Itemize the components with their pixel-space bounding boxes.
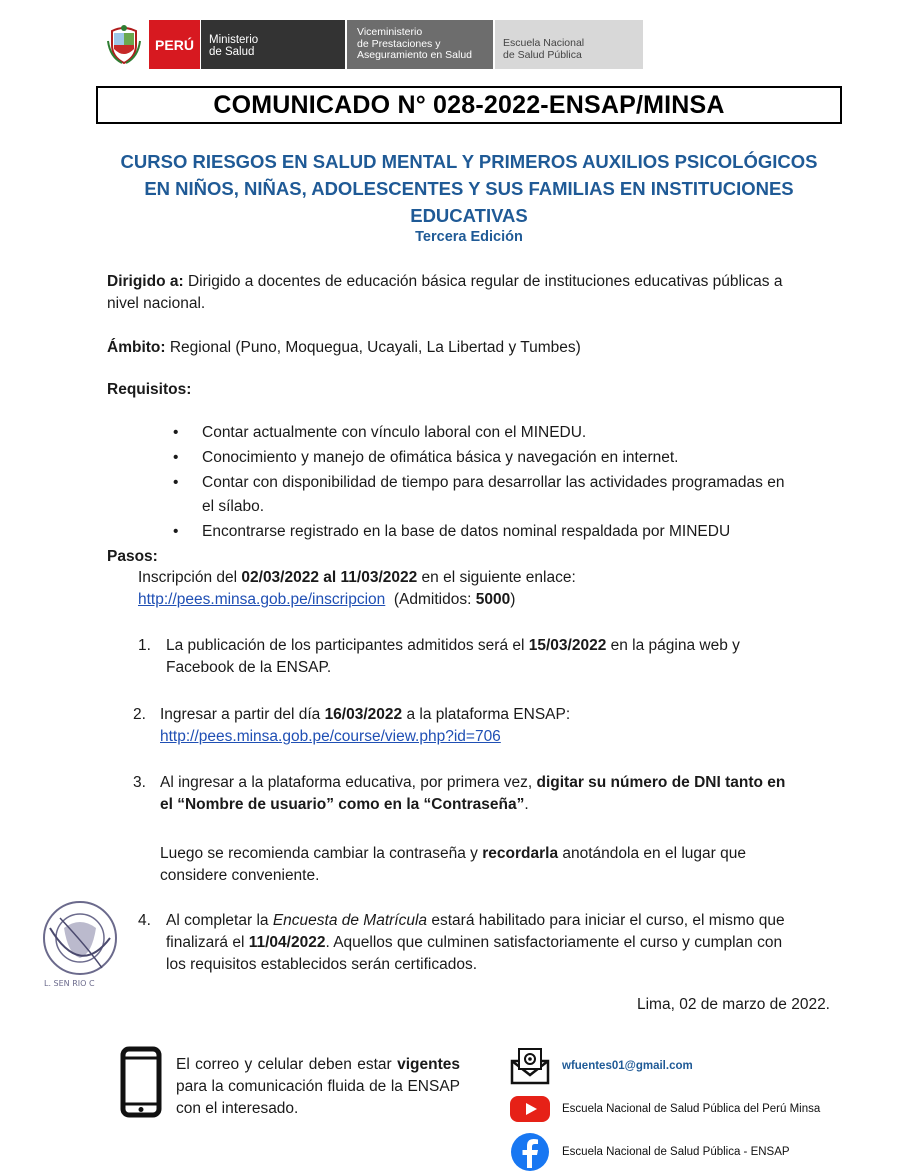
vice-line3: Aseguramiento en Salud — [357, 49, 472, 61]
target-audience-text: Dirigido a docentes de educación básica regular de instituciones educativas públicas a — [183, 273, 783, 290]
steps-label: Pasos: — [107, 548, 158, 565]
course-title-line1: CURSO RIESGOS EN SALUD MENTAL Y PRIMEROS AUXILIOS PSICOLÓGICOS — [120, 151, 818, 172]
step-1-text-line2: Facebook de la ENSAP. — [166, 659, 332, 676]
facebook-contact — [510, 1133, 790, 1171]
requirement-text: Contar actualmente con vínculo laboral con el MINEDU. — [202, 424, 587, 441]
step-2 — [160, 704, 840, 748]
youtube-channel-name[interactable]: Escuela Nacional de Salud Pública del Perú Minsa — [562, 1103, 821, 1115]
mobile-phone-icon — [120, 1046, 162, 1123]
platform-link[interactable]: http://pees.minsa.gob.pe/course/view.php?id=706 — [160, 728, 501, 745]
contact-note-text-post: para la comunicación fluida de la ENSAP con el interesado. — [176, 1078, 460, 1117]
ministry-line2: de Salud — [209, 46, 255, 58]
target-audience-label: Dirigido a: — [107, 273, 184, 290]
step-4-line3: los requisitos establecidos serán certificados. — [166, 956, 478, 973]
email-address[interactable]: wfuentes01@gmail.com — [562, 1060, 693, 1072]
requirement-text-line2: el sílabo. — [202, 498, 265, 515]
registration-dates: 02/03/2022 al 11/03/2022 — [241, 569, 418, 586]
bullet-icon: • — [173, 474, 179, 491]
step-3-note — [160, 843, 850, 887]
scope-label: Ámbito: — [107, 339, 166, 356]
admitted-close: ) — [510, 591, 516, 608]
school-line1: Escuela Nacional — [503, 37, 585, 49]
step-2-text-post: a la plataforma ENSAP: — [402, 706, 571, 723]
email-envelope-icon — [510, 1047, 550, 1085]
requirement-text: Conocimiento y manejo de ofimática básica y navegación en internet. — [202, 449, 679, 466]
step-4-text-post: estará habilitado para iniciar el curso, el mismo que — [427, 912, 785, 929]
step-3-note-bold: recordarla — [482, 845, 559, 862]
vice-ministry-label — [345, 20, 493, 69]
step-4-date: 11/04/2022 — [248, 934, 326, 951]
coat-of-arms-icon — [105, 20, 143, 69]
step-3-note-text: Luego se recomienda cambiar la contraseña y — [160, 845, 483, 862]
vice-line2: de Prestaciones y — [357, 37, 441, 50]
step-1 — [166, 635, 846, 679]
vice-line1: Viceministerio — [357, 26, 423, 38]
admitted-count: 5000 — [475, 591, 511, 608]
step-4-italic: Encuesta de Matrícula — [272, 912, 428, 929]
communique-title-box — [96, 86, 842, 124]
step-number: 2. — [133, 706, 146, 723]
step-4 — [166, 910, 856, 976]
step-3 — [160, 772, 850, 816]
school-label — [493, 20, 643, 69]
requirement-text: Encontrarse registrado en la base de datos nominal respaldada por MINEDU — [202, 523, 731, 540]
facebook-icon — [510, 1133, 550, 1171]
step-4-text: Al completar la — [166, 912, 273, 929]
step-4-line2-post: . Aquellos que culminen satisfactoriamente el curso y cumplan con — [325, 934, 783, 951]
step-number: 3. — [133, 774, 146, 791]
youtube-contact — [510, 1090, 820, 1128]
scope-text: Regional (Puno, Moquegua, Ucayali, La Libertad y Tumbes) — [165, 339, 581, 356]
institutional-header — [105, 20, 643, 69]
registration-info — [138, 567, 576, 611]
official-seal-stamp — [40, 898, 120, 990]
step-3-note-text-post: anotándola en el lugar que — [558, 845, 746, 862]
step-3-bold-line2: el “Nombre de usuario” como en la “Contraseña” — [160, 796, 525, 813]
step-1-text: La publicación de los participantes admitidos será el — [166, 637, 529, 654]
step-3-note-line2: considere conveniente. — [160, 867, 320, 884]
contact-note — [176, 1054, 460, 1120]
course-edition: Tercera Edición — [415, 229, 523, 245]
ministry-label — [200, 20, 345, 69]
step-number: 4. — [138, 912, 151, 929]
step-1-date: 15/03/2022 — [528, 637, 607, 654]
registration-text: Inscripción del — [138, 569, 242, 586]
requirement-item — [173, 471, 842, 519]
peru-label: PERÚ — [149, 20, 200, 69]
signature-date: Lima, 02 de marzo de 2022. — [636, 996, 830, 1013]
step-3-bold: digitar su número de DNI tanto en — [536, 774, 786, 791]
step-4-line2-text: finalizará el — [166, 934, 249, 951]
communique-title: COMUNICADO N° 028-2022-ENSAP/MINSA — [213, 90, 725, 119]
target-audience-text-line2: nivel nacional. — [107, 295, 206, 312]
requirement-item — [173, 446, 679, 470]
course-title-line3: EDUCATIVAS — [410, 205, 528, 226]
steps-heading — [107, 546, 158, 568]
course-title-line2: EN NIÑOS, NIÑAS, ADOLESCENTES Y SUS FAMILIAS EN INSTITUCIONES — [144, 178, 794, 199]
scope — [107, 337, 581, 359]
svg-text:L. SEN RIO C: L. SEN RIO C — [44, 979, 95, 988]
requirement-item — [173, 520, 731, 544]
registration-text-post: en el siguiente enlace: — [417, 569, 576, 586]
step-number: 1. — [138, 637, 151, 654]
requirements-label: Requisitos: — [107, 381, 192, 398]
target-audience — [107, 271, 837, 315]
bullet-icon: • — [173, 449, 179, 466]
facebook-page-name[interactable]: Escuela Nacional de Salud Pública - ENSAP — [562, 1146, 790, 1158]
bullet-icon: • — [173, 424, 179, 441]
step-2-text: Ingresar a partir del día — [160, 706, 325, 723]
youtube-icon — [510, 1090, 550, 1128]
bullet-icon: • — [173, 523, 179, 540]
step-3-period: . — [524, 796, 529, 813]
admitted-label: (Admitidos: — [385, 591, 476, 608]
requirement-item — [173, 421, 587, 445]
course-title — [100, 148, 838, 229]
school-line2: de Salud Pública — [503, 48, 582, 61]
email-contact — [510, 1047, 693, 1085]
contact-note-text: El correo y celular deben estar — [176, 1056, 398, 1073]
ministry-line1: Ministerio — [209, 34, 259, 46]
step-3-text: Al ingresar a la plataforma educativa, por primera vez, — [160, 774, 537, 791]
contact-note-bold: vigentes — [397, 1056, 460, 1073]
requirements-heading — [107, 379, 191, 401]
step-2-date: 16/03/2022 — [324, 706, 403, 723]
registration-link[interactable]: http://pees.minsa.gob.pe/inscripcion — [138, 591, 386, 608]
step-1-text-post: en la página web y — [606, 637, 740, 654]
requirement-text: Contar con disponibilidad de tiempo para desarrollar las actividades programadas en — [202, 474, 785, 491]
